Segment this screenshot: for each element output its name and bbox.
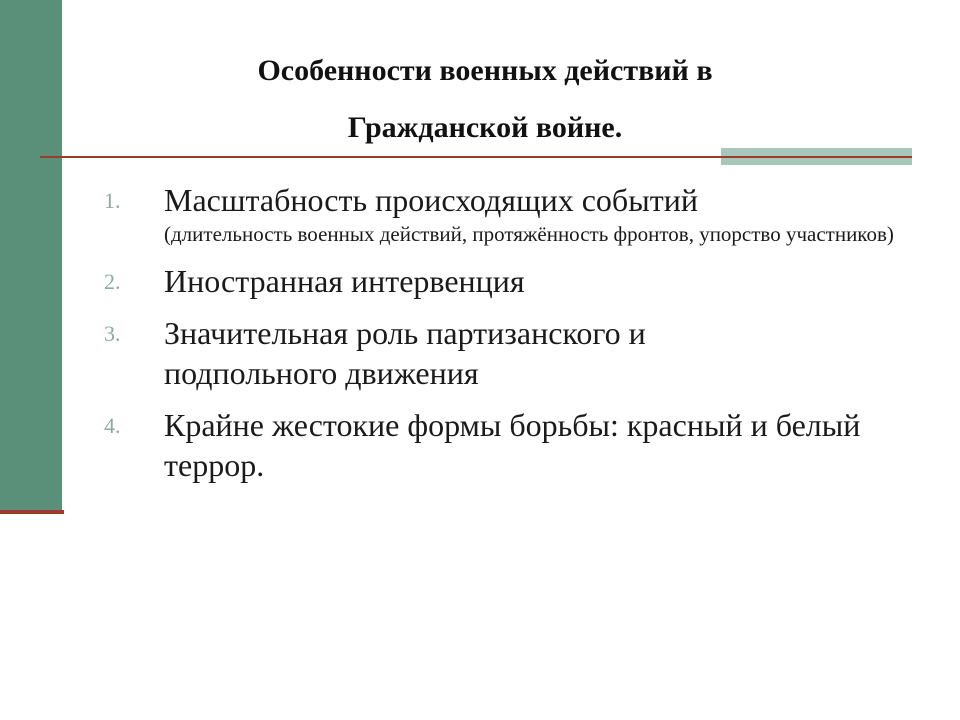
left-decorative-bar bbox=[0, 0, 62, 512]
slide-title bbox=[100, 42, 870, 156]
list-item-content bbox=[164, 261, 525, 301]
list-number: 1. bbox=[104, 188, 121, 213]
list-number: 3. bbox=[104, 321, 121, 346]
list-number: 2. bbox=[104, 269, 121, 294]
title-line-2: Гражданской войне. bbox=[347, 111, 623, 144]
list-item-subtext: (длительность военных действий, протяжённость фронтов, упорство участников) bbox=[164, 222, 894, 246]
list-item-text: Крайне жестокие формы борьбы: красный и белый террор. bbox=[164, 407, 861, 483]
accent-bar-lower bbox=[721, 158, 912, 165]
list-item-4 bbox=[104, 405, 904, 485]
list-number: 4. bbox=[104, 413, 121, 438]
list-item-text: Иностранная интервенция bbox=[164, 263, 525, 299]
list-item-content bbox=[164, 405, 884, 485]
content-list bbox=[104, 180, 904, 497]
list-item-text: Масштабность происходящих событий bbox=[164, 182, 698, 218]
list-item-content bbox=[164, 180, 894, 249]
left-decorative-rule bbox=[0, 510, 64, 514]
list-item-text: Значительная роль партизанского и подпольного движения bbox=[164, 315, 646, 391]
title-line-1: Особенности военных действий в bbox=[257, 54, 713, 87]
accent-bar bbox=[721, 148, 912, 156]
list-item-3 bbox=[104, 313, 904, 393]
list-item-1 bbox=[104, 180, 904, 249]
list-item-2 bbox=[104, 261, 904, 301]
list-item-content bbox=[164, 313, 804, 393]
